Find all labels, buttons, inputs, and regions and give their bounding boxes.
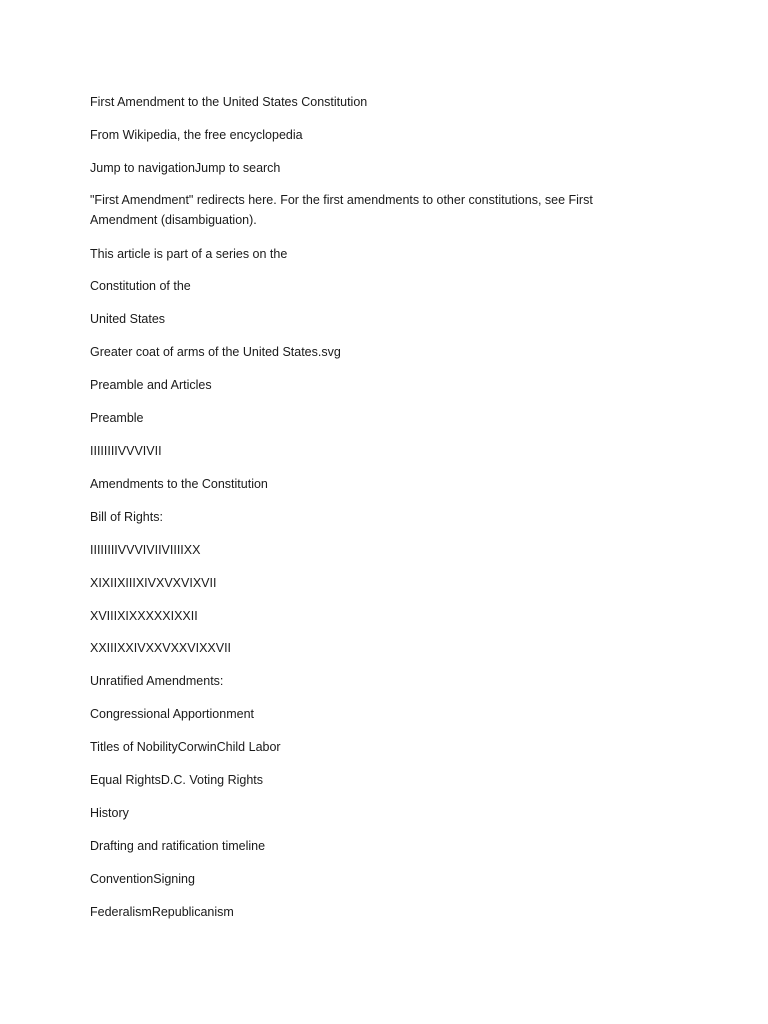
amendments-list-1: IIIIIIIIVVVIVIIVIIIIXX [90, 543, 201, 557]
redirect-note: "First Amendment" redirects here. For the first amendments to other constitutions, see First Amendment (disambiguation). [90, 193, 593, 227]
history-item-3: FederalismRepublicanism [90, 905, 234, 919]
section-preamble-articles: Preamble and Articles [90, 378, 212, 392]
series-heading-line-2: United States [90, 312, 166, 326]
unratified-item-2: Titles of NobilityCorwinChild Labor [90, 740, 281, 754]
amendments-list-4: XXIIIXXIVXXVXXVIXXVII [90, 641, 232, 655]
series-intro: This article is part of a series on the [90, 247, 288, 261]
articles-list: IIIIIIIIVVVIVII [90, 444, 162, 458]
amendments-list-3: XVIIIXIXXXXXIXXII [90, 609, 198, 623]
article-title: First Amendment to the United States Constitution [90, 95, 368, 109]
unratified-item-3: Equal RightsD.C. Voting Rights [90, 773, 264, 787]
preamble-item: Preamble [90, 411, 144, 425]
jump-links: Jump to navigationJump to search [90, 161, 281, 175]
history-item-2: ConventionSigning [90, 872, 195, 886]
series-heading-line-1: Constitution of the [90, 279, 191, 293]
history-item-1: Drafting and ratification timeline [90, 839, 266, 853]
section-history: History [90, 806, 129, 820]
bill-of-rights-heading: Bill of Rights: [90, 510, 163, 524]
image-caption: Greater coat of arms of the United States.svg [90, 345, 341, 359]
section-amendments: Amendments to the Constitution [90, 477, 268, 491]
unratified-item-1: Congressional Apportionment [90, 707, 254, 721]
article-source: From Wikipedia, the free encyclopedia [90, 128, 303, 142]
unratified-heading: Unratified Amendments: [90, 674, 224, 688]
amendments-list-2: XIXIIXIIIXIVXVXVIXVII [90, 576, 217, 590]
